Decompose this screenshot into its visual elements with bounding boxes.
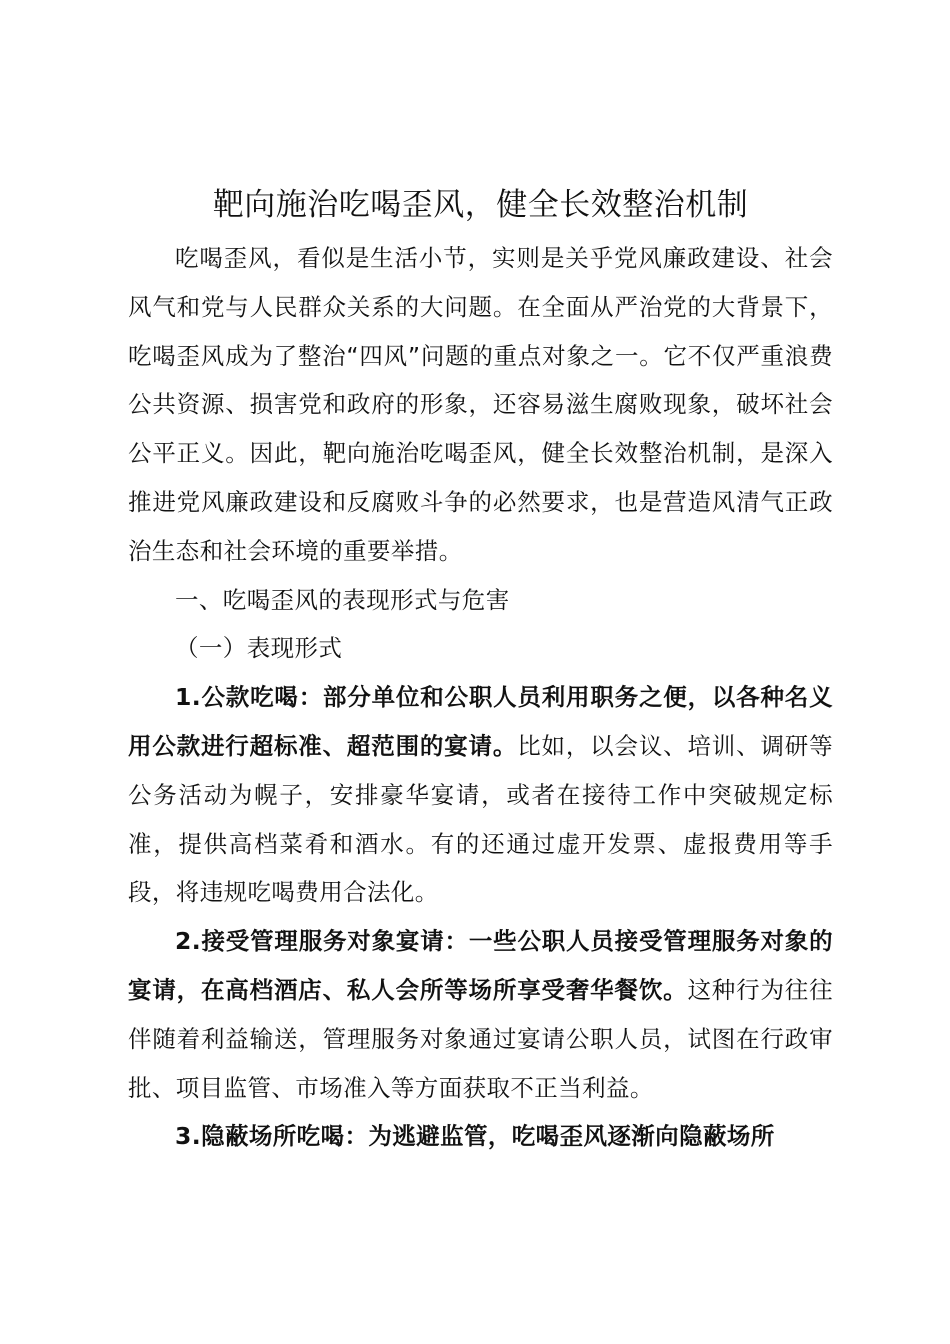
item-1-lead: 1.公款吃喝：部分单位和公职人员利用职务之便，以各种名义用公款进行超标准、超范围的宴请。 xyxy=(128,683,833,760)
section-heading: 一、吃喝歪风的表现形式与危害 xyxy=(175,585,510,614)
document-title: 靶向施治吃喝歪风，健全长效整治机制 xyxy=(212,187,749,223)
item-paragraph-2 xyxy=(128,917,833,1112)
item-2-text: 这种行为往往伴随着利益输送，管理服务对象通过宴请公职人员，试图在行政审批、项目监管、市场准入等方面获取不正当利益。 xyxy=(128,975,833,1102)
item-paragraph-1 xyxy=(128,673,833,917)
intro-paragraph: 吃喝歪风，看似是生活小节，实则是关乎党风廉政建设、社会风气和党与人民群众关系的大问题。在全面从严治党的大背景下，吃喝歪风成为了整治“四风”问题的重点对象之一。它不仅严重浪费公共资源、损害党和政府的形象，还容易滋生腐败现象，破坏社会公平正义。因此，靶向施治吃喝歪风，健全长效整治机制，是深入推进党风廉政建设和反腐败斗争的必然要求，也是营造风清气正政治生态和社会环境的重要举措。 xyxy=(128,244,833,565)
item-3-lead: 3.隐蔽场所吃喝：为逃避监管，吃喝歪风逐渐向隐蔽场所 xyxy=(175,1122,775,1151)
item-paragraph-3 xyxy=(128,1112,833,1161)
subsection-heading: （一）表现形式 xyxy=(175,634,343,663)
document-body xyxy=(128,176,833,1161)
item-1-text: 比如，以会议、培训、调研等公务活动为幌子，安排豪华宴请，或者在接待工作中突破规定标准，提供高档菜肴和酒水。有的还通过虚开发票、虚报费用等手段，将违规吃喝费用合法化。 xyxy=(128,731,833,907)
item-2-lead: 2.接受管理服务对象宴请：一些公职人员接受管理服务对象的宴请，在高档酒店、私人会所等场所享受奢华餐饮。 xyxy=(128,927,833,1004)
